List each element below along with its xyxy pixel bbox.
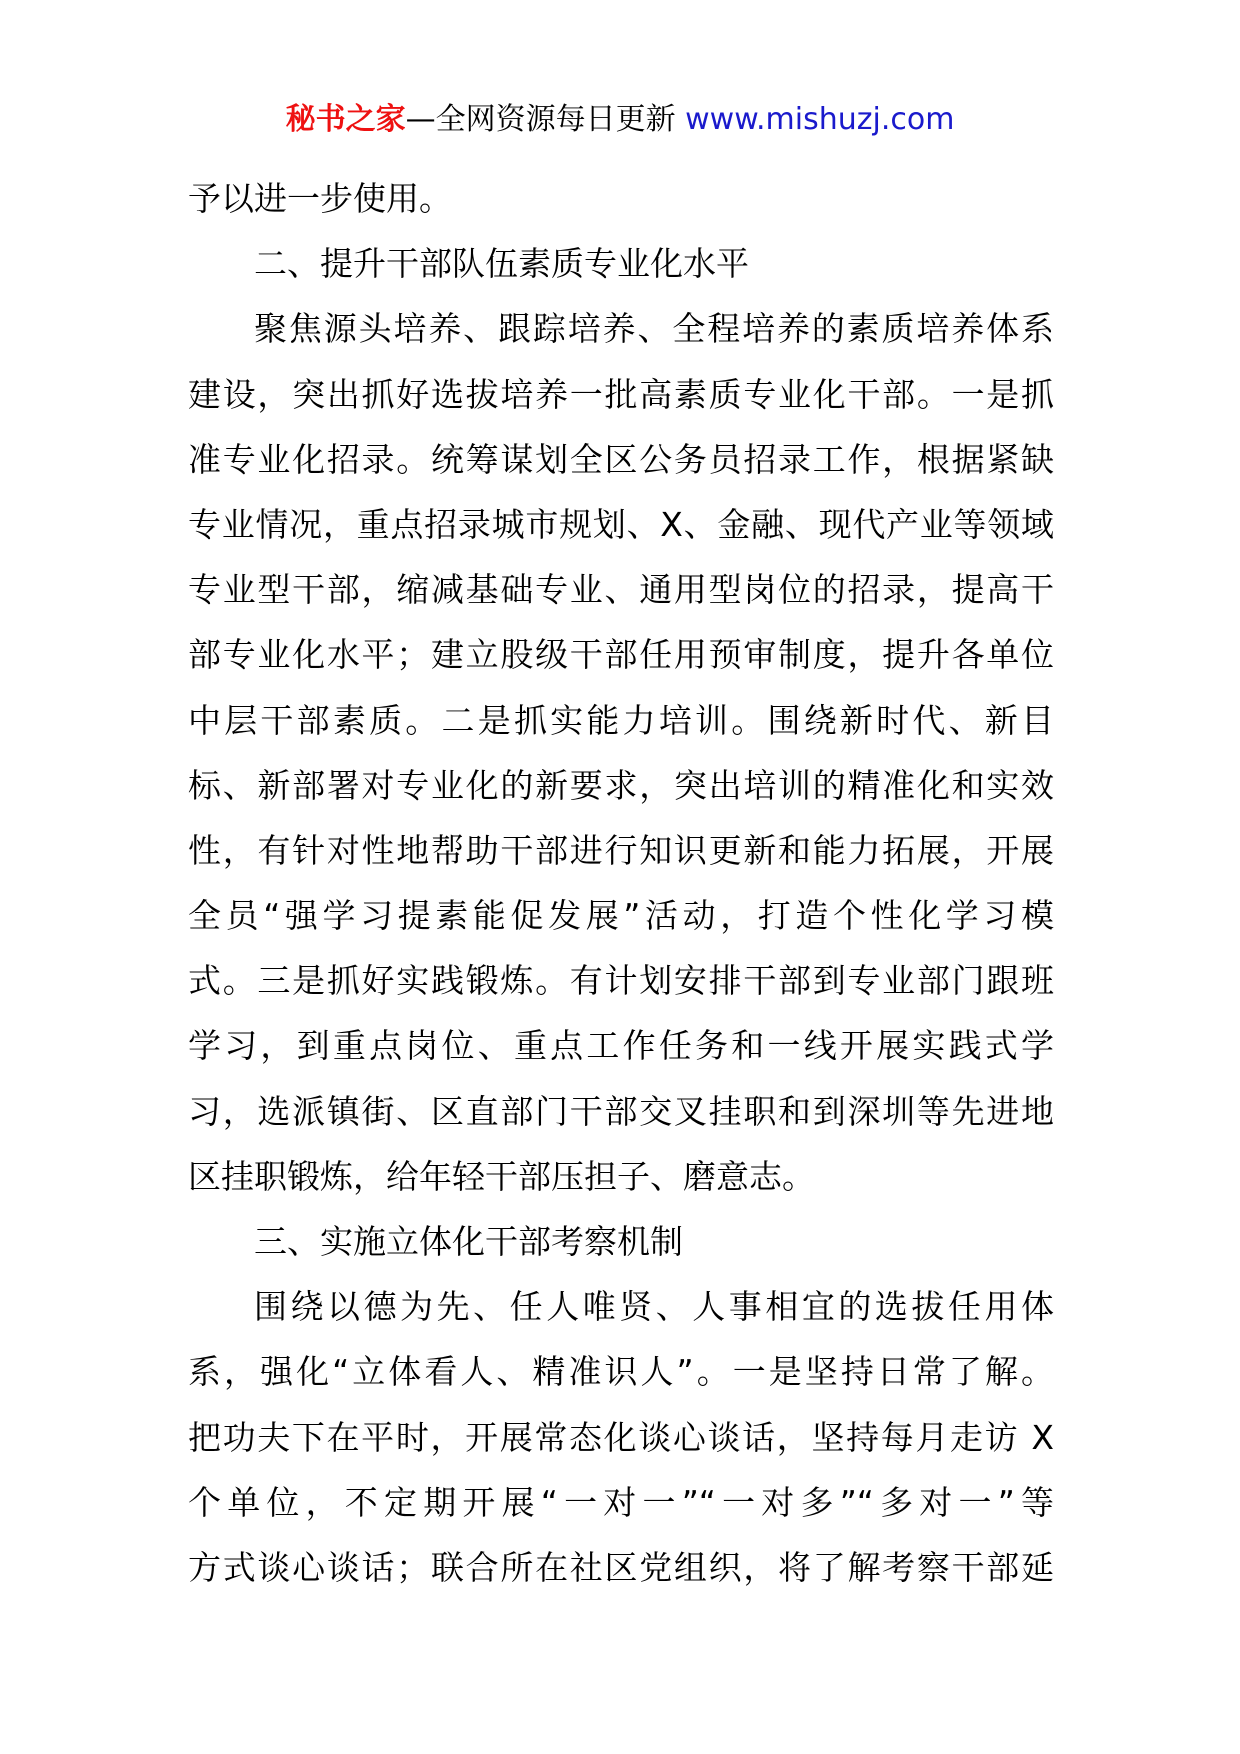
paragraph-first-line: 围绕以德为先、任人唯贤、人事相宜的选拔任用体 xyxy=(254,1287,1054,1327)
text-line: 标、新部署对专业化的新要求，突出培训的精准化和实效 xyxy=(188,765,1054,805)
text-line: 性，有针对性地帮助干部进行知识更新和能力拓展，开展 xyxy=(188,830,1054,870)
text-line: 准专业化招录。统筹谋划全区公务员招录工作，根据紧缺 xyxy=(188,439,1054,479)
site-url-link[interactable]: www.mishuzj.com xyxy=(685,102,955,137)
text-line: 把功夫下在平时，开展常态化谈心谈话，坚持每月走访 X xyxy=(188,1417,1054,1457)
text-line: 式。三是抓好实践锻炼。有计划安排干部到专业部门跟班 xyxy=(188,961,1054,1001)
document-body xyxy=(188,166,1054,1600)
paragraph-first-line: 聚焦源头培养、跟踪培养、全程培养的素质培养体系 xyxy=(254,309,1054,349)
text-line: 建设，突出抓好选拔培养一批高素质专业化干部。一是抓 xyxy=(188,374,1054,414)
text-line: 习，选派镇街、区直部门干部交叉挂职和到深圳等先进地 xyxy=(188,1091,1054,1131)
text-line: 部专业化水平；建立股级干部任用预审制度，提升各单位 xyxy=(188,635,1054,675)
text-line: 方式谈心谈话；联合所在社区党组织，将了解考察干部延 xyxy=(188,1547,1054,1587)
paragraph-last-line: 区挂职锻炼，给年轻干部压担子、磨意志。 xyxy=(188,1156,815,1196)
header-slogan: —全网资源每日更新 xyxy=(405,102,676,137)
text-line: 全员“强学习提素能促发展”活动，打造个性化学习模 xyxy=(188,896,1054,936)
text-line: 专业型干部，缩减基础专业、通用型岗位的招录，提高干 xyxy=(188,570,1054,610)
text-line: 中层干部素质。二是抓实能力培训。围绕新时代、新目 xyxy=(188,700,1054,740)
text-line: 系，强化“立体看人、精准识人”。一是坚持日常了解。 xyxy=(188,1352,1054,1392)
text-line: 学习，到重点岗位、重点工作任务和一线开展实践式学 xyxy=(188,1026,1054,1066)
text-line: 专业情况，重点招录城市规划、X、金融、现代产业等领域 xyxy=(188,504,1054,544)
section-heading-3: 三、实施立体化干部考察机制 xyxy=(254,1222,683,1261)
site-header xyxy=(0,100,1240,140)
text-line: 予以进一步使用。 xyxy=(188,179,452,218)
brand-name: 秘书之家 xyxy=(285,102,406,137)
section-heading-2: 二、提升干部队伍素质专业化水平 xyxy=(254,244,749,284)
text-line: 个单位，不定期开展“一对一”“一对多”“多对一”等 xyxy=(188,1482,1054,1522)
